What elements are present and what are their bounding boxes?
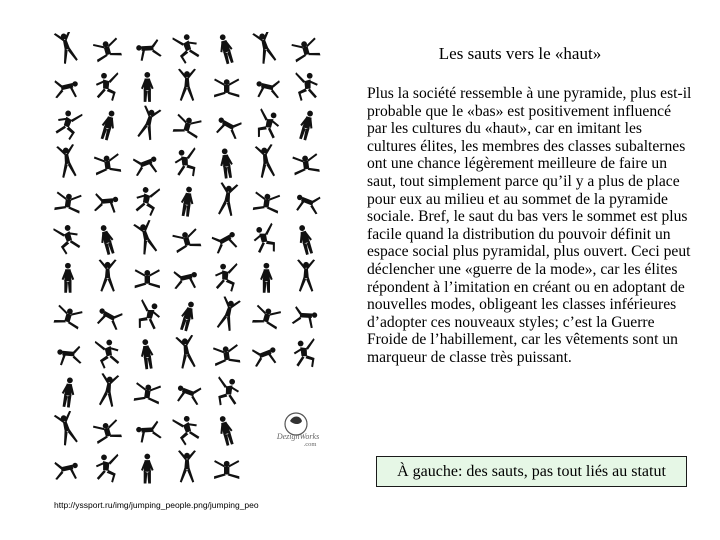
- jumping-person-silhouette: [297, 109, 317, 141]
- jumping-person-silhouette: [295, 224, 315, 256]
- silhouette-figures: [53, 32, 321, 484]
- jumping-person-silhouette: [297, 259, 315, 291]
- jumping-person-silhouette: [215, 263, 238, 292]
- jumping-person-silhouette: [94, 153, 122, 175]
- jumping-silhouettes-image: [48, 32, 326, 490]
- jumping-person-silhouette: [93, 419, 122, 444]
- jumping-person-silhouette: [96, 307, 123, 331]
- jumping-person-silhouette: [135, 269, 160, 288]
- jumping-person-silhouette: [135, 420, 162, 444]
- jumping-person-silhouette: [177, 300, 197, 332]
- jumping-person-silhouette: [253, 108, 283, 142]
- jumping-person-silhouette: [179, 186, 196, 217]
- jumping-person-silhouette: [172, 413, 202, 447]
- jumping-person-silhouette: [54, 80, 77, 98]
- jumping-person-silhouette: [54, 191, 82, 213]
- jumping-person-silhouette: [214, 376, 240, 408]
- svg-text:.com: .com: [303, 441, 317, 448]
- jumping-person-silhouette: [54, 410, 80, 446]
- jumping-person-silhouette: [96, 72, 119, 101]
- jumping-person-silhouette: [214, 460, 239, 479]
- jumping-person-silhouette: [98, 109, 118, 141]
- jumping-person-silhouette: [172, 228, 201, 253]
- jumping-person-silhouette: [97, 224, 117, 256]
- jumping-person-silhouette: [216, 33, 236, 65]
- jumping-person-silhouette: [96, 454, 119, 483]
- jumping-person-silhouette: [97, 373, 119, 408]
- jumping-person-silhouette: [173, 114, 202, 139]
- svg-text:DezignWorks: DezignWorks: [276, 432, 320, 441]
- slide-title: Les sauts vers le «haut»: [438, 44, 602, 63]
- jumping-person-silhouette: [134, 299, 164, 333]
- jumping-person-silhouette: [53, 108, 83, 142]
- jumping-person-silhouette: [253, 191, 281, 213]
- jumping-person-silhouette: [172, 32, 202, 65]
- jumping-person-silhouette: [255, 144, 277, 179]
- jumping-person-silhouette: [291, 37, 320, 62]
- body-paragraph: Plus la société ressemble à une pyramide, plus est-il probable que le «bas» est positivement influencé par les cultures du «haut», car en imitant les cultures élites, les membres des classes subalternes ont une chance légèrement meilleure de faire un saut, tout simplement parce qu’il y a plus de place pour eux au milieu et au sommet de la pyramide sociale. Bref, le saut du bas vers le sommet est plus facile quand la distribution du pouvoir définit un espace social plus pyramidal, plus ouvert. Ceci peut déclencher une «guerre de la mode», car les élites répondent à l’imitation en créant ou en adoptant de nouvelles modes, obligeant les classes inférieures d’adopter ces nouveaux styles; c’est la Guerre Froide de l’habillement, car les vêtements sont un marqueur de classe très puissant.: [367, 85, 692, 366]
- jumping-person-silhouette: [211, 231, 238, 255]
- jumping-person-silhouette: [54, 32, 80, 65]
- jumping-person-silhouette: [216, 414, 236, 446]
- jumping-person-silhouette: [139, 338, 156, 369]
- jumping-person-silhouette: [292, 338, 318, 370]
- jumping-person-silhouette: [56, 144, 78, 179]
- jumping-person-silhouette: [133, 220, 159, 256]
- jumping-person-silhouette: [133, 155, 159, 176]
- jumping-person-silhouette: [218, 148, 235, 179]
- jumping-person-silhouette: [257, 80, 280, 98]
- jumping-person-silhouette: [135, 39, 162, 63]
- jumping-person-silhouette: [178, 69, 196, 101]
- silhouettes-grid: [48, 32, 326, 490]
- jumping-person-silhouette: [93, 37, 122, 62]
- jumping-person-silhouette: [54, 462, 77, 480]
- jumping-person-silhouette: [252, 346, 278, 367]
- jumping-person-silhouette: [174, 271, 197, 289]
- jumping-person-silhouette: [57, 346, 83, 367]
- jumping-person-silhouette: [292, 153, 320, 175]
- jumping-person-silhouette: [173, 147, 199, 179]
- caption-box: À gauche: des sauts, pas tout liés au statut: [376, 456, 687, 487]
- jumping-person-silhouette: [134, 382, 162, 404]
- jumping-person-silhouette: [135, 105, 161, 141]
- jumping-person-silhouette: [214, 79, 239, 98]
- jumping-person-silhouette: [99, 259, 117, 291]
- jumping-person-silhouette: [62, 263, 75, 293]
- jumping-person-silhouette: [141, 72, 154, 102]
- jumping-person-silhouette: [252, 32, 278, 65]
- jumping-person-silhouette: [95, 338, 121, 370]
- jumping-person-silhouette: [141, 454, 154, 484]
- jumping-person-silhouette: [60, 377, 77, 408]
- jumping-person-silhouette: [178, 450, 196, 482]
- jumping-person-silhouette: [215, 116, 242, 140]
- jumping-person-silhouette: [291, 306, 318, 330]
- jumping-person-silhouette: [260, 263, 273, 293]
- jumping-person-silhouette: [216, 182, 238, 217]
- jumping-person-silhouette: [252, 304, 281, 329]
- jumping-person-silhouette: [295, 194, 321, 215]
- jumping-person-silhouette: [93, 193, 119, 214]
- jumping-person-silhouette: [295, 72, 318, 101]
- jumping-person-silhouette: [215, 296, 241, 332]
- jumping-person-silhouette: [176, 384, 202, 405]
- jumping-person-silhouette: [54, 304, 83, 329]
- jumping-person-silhouette: [175, 335, 197, 370]
- jumping-person-silhouette: [53, 222, 83, 256]
- watermark-logo: [276, 413, 319, 448]
- jumping-person-silhouette: [213, 344, 241, 366]
- jumping-person-silhouette: [134, 185, 160, 217]
- jumping-person-silhouette: [250, 222, 280, 256]
- source-url: http://yssport.ru/img/jumping_people.png/jumping_peo: [54, 500, 259, 510]
